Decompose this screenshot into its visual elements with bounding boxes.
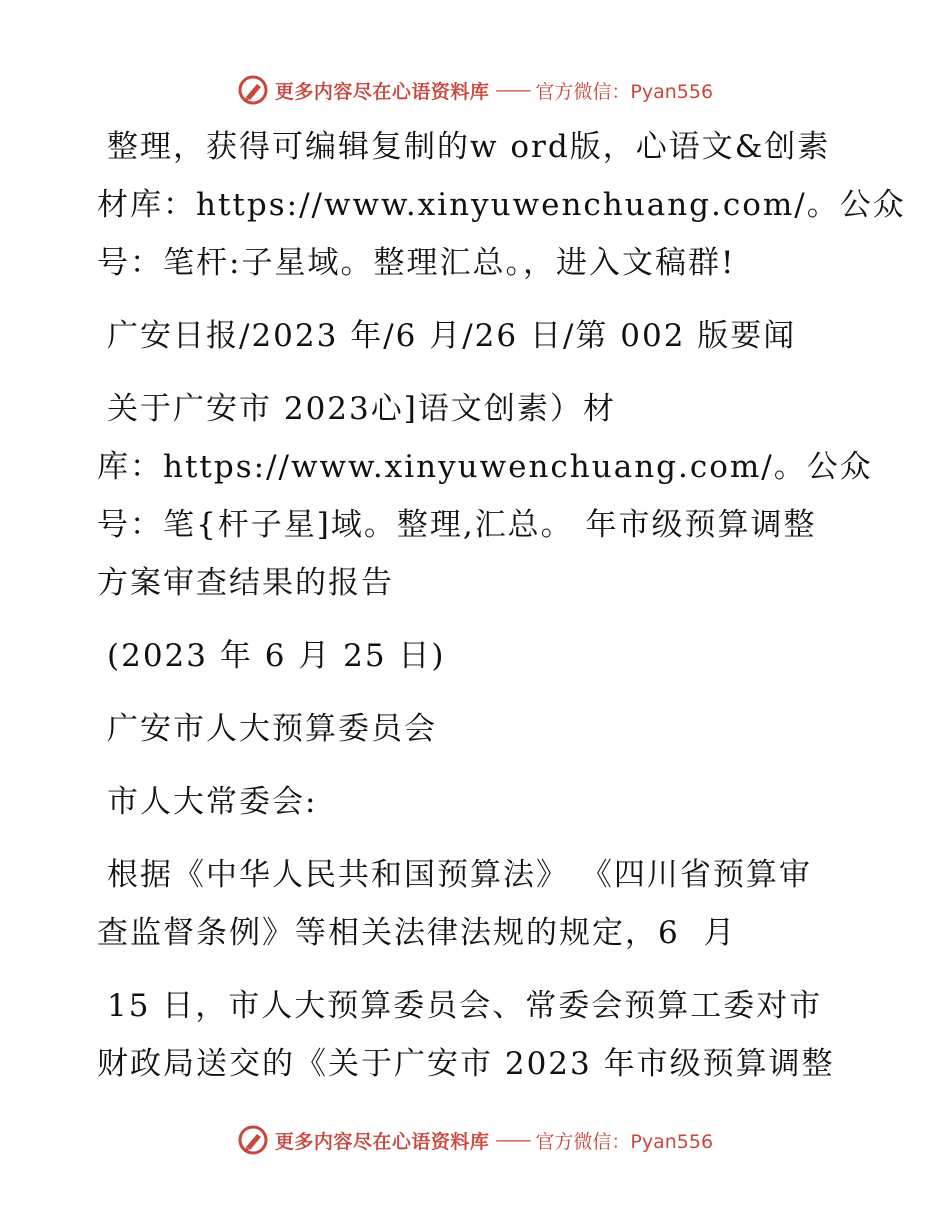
paragraph xyxy=(97,118,906,292)
paragraph-line: 广安市人大预算委员会 xyxy=(107,711,437,747)
paragraph xyxy=(97,380,873,612)
document-body xyxy=(97,118,906,1108)
paragraph-line: 15 日，市人大预算委员会、常委会预算工委对市 xyxy=(107,988,823,1024)
header-banner xyxy=(0,70,950,110)
paragraph-line: 广安日报/2023 年/6 月/26 日/第 002 版要闻 xyxy=(107,318,797,354)
banner-contact: 官方微信：Pyan556 xyxy=(535,1130,714,1153)
banner-dash: —— xyxy=(495,1129,530,1151)
banner-title: 更多内容尽在心语资料库 xyxy=(274,1130,490,1153)
paragraph xyxy=(97,700,857,758)
footer-banner xyxy=(0,1120,950,1160)
pen-logo-icon xyxy=(237,74,269,106)
paragraph-line: (2023 年 6 月 25 日) xyxy=(107,638,446,674)
paragraph xyxy=(97,627,857,685)
pen-logo-icon xyxy=(237,1124,269,1156)
paragraph-line: 市人大常委会: xyxy=(107,784,318,820)
paragraph xyxy=(97,977,857,1093)
paragraph-line: 库：https://www.xinyuwenchuang.com/。公众 xyxy=(97,449,873,485)
paragraph-line: 财政局送交的《关于广安市 2023 年市级预算调整 xyxy=(97,1046,835,1082)
paragraph xyxy=(97,773,857,831)
paragraph-line: 方案审查结果的报告 xyxy=(97,565,394,601)
paragraph-line: 号：笔杆:子星域。整理汇总。，进入文稿群! xyxy=(97,245,736,281)
paragraph xyxy=(97,846,857,962)
paragraph-line: 根据《中华人民共和国预算法》 《四川省预算审 xyxy=(107,857,812,893)
paragraph xyxy=(97,307,857,365)
paragraph-line: 查监督条例》等相关法律法规的规定，6 月 xyxy=(97,915,737,951)
banner-dash: —— xyxy=(495,79,530,101)
banner-contact: 官方微信：Pyan556 xyxy=(535,80,714,103)
paragraph-line: 关于广安市 2023心]语文创素）材 xyxy=(107,391,616,427)
banner-title: 更多内容尽在心语资料库 xyxy=(274,80,490,103)
paragraph-line: 号：笔{杆子星]域。整理,汇总。 年市级预算调整 xyxy=(97,507,817,543)
paragraph-line: 材库：https://www.xinyuwenchuang.com/。公众 xyxy=(97,187,906,223)
paragraph-line: 整理，获得可编辑复制的w ord版，心语文&创素 xyxy=(107,129,831,165)
